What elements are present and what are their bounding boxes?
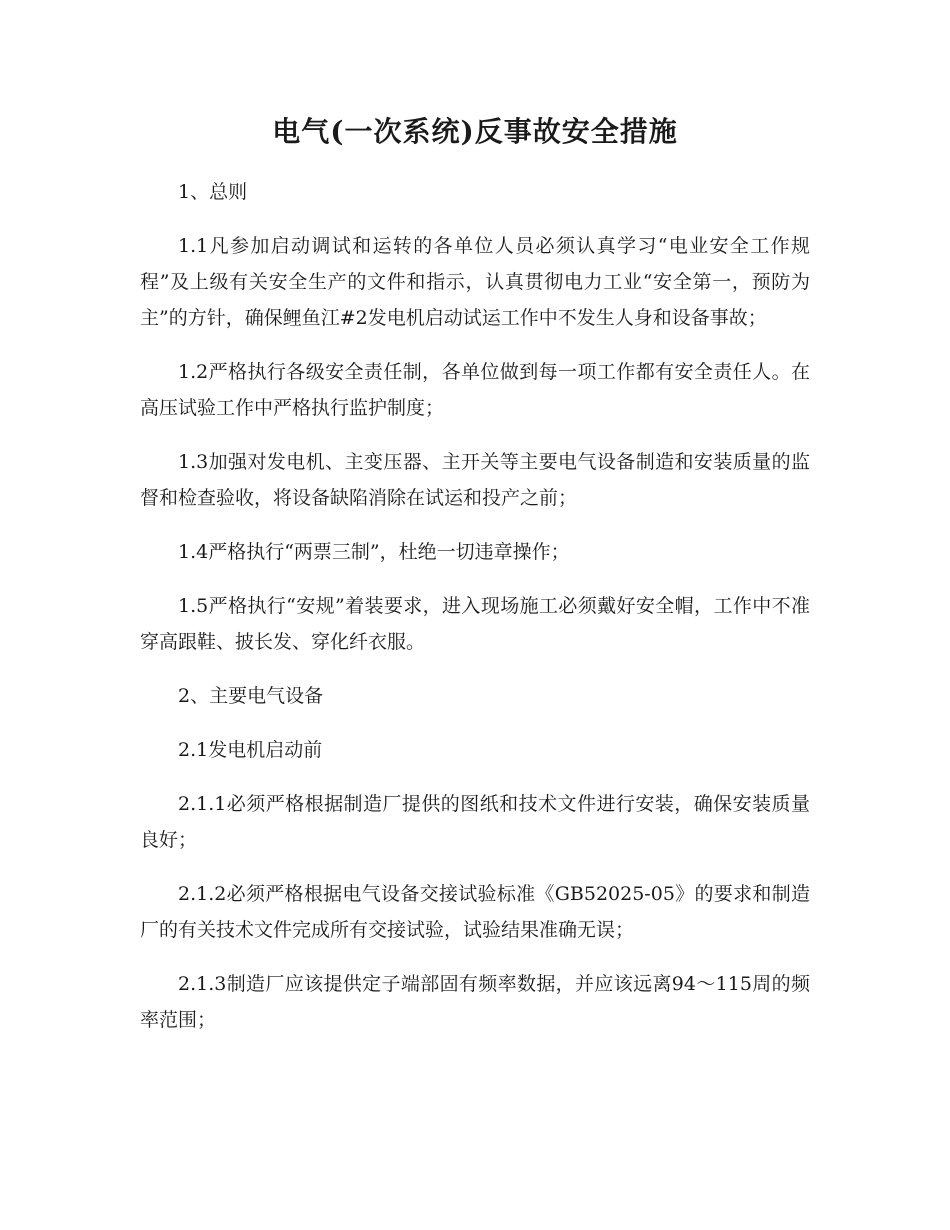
paragraph-2-1-1: 2.1.1必须严格根据制造厂提供的图纸和技术文件进行安装，确保安装质量良好；: [140, 793, 810, 851]
paragraph-1-1: 1.1凡参加启动调试和运转的各单位人员必须认真学习“电业安全工作规程”及上级有关安全生产的文件和指示，认真贯彻电力工业“安全第一，预防为主”的方针，确保鲤鱼江#2发电机启动试运工作中不发生人身和设备事故；: [140, 235, 810, 329]
paragraph-2-1-2: 2.1.2必须严格根据电气设备交接试验标准《GB52025-05》的要求和制造厂的有关技术文件完成所有交接试验，试验结果准确无误；: [140, 883, 810, 941]
paragraph-1-5: 1.5严格执行“安规”着装要求，进入现场施工必须戴好安全帽，工作中不准穿高跟鞋、披长发、穿化纤衣服。: [140, 595, 810, 653]
document-title: 电气(一次系统)反事故安全措施: [272, 115, 678, 148]
subsection-heading-2-1: 2.1发电机启动前: [178, 739, 323, 761]
section-heading-general: 1、总则: [178, 181, 248, 203]
document-page: [140, 112, 810, 1056]
paragraph-1-3: 1.3加强对发电机、主变压器、主开关等主要电气设备制造和安装质量的监督和检查验收，将设备缺陷消除在试运和投产之前；: [140, 451, 810, 509]
paragraph-1-4: 1.4严格执行“两票三制”，杜绝一切违章操作；: [178, 541, 570, 563]
paragraph-2-1-3: 2.1.3制造厂应该提供定子端部固有频率数据，并应该远离94～115周的频率范围；: [140, 973, 810, 1031]
paragraph-1-2: 1.2严格执行各级安全责任制，各单位做到每一项工作都有安全责任人。在高压试验工作中严格执行监护制度；: [140, 361, 810, 419]
section-heading-equipment: 2、主要电气设备: [178, 685, 324, 707]
